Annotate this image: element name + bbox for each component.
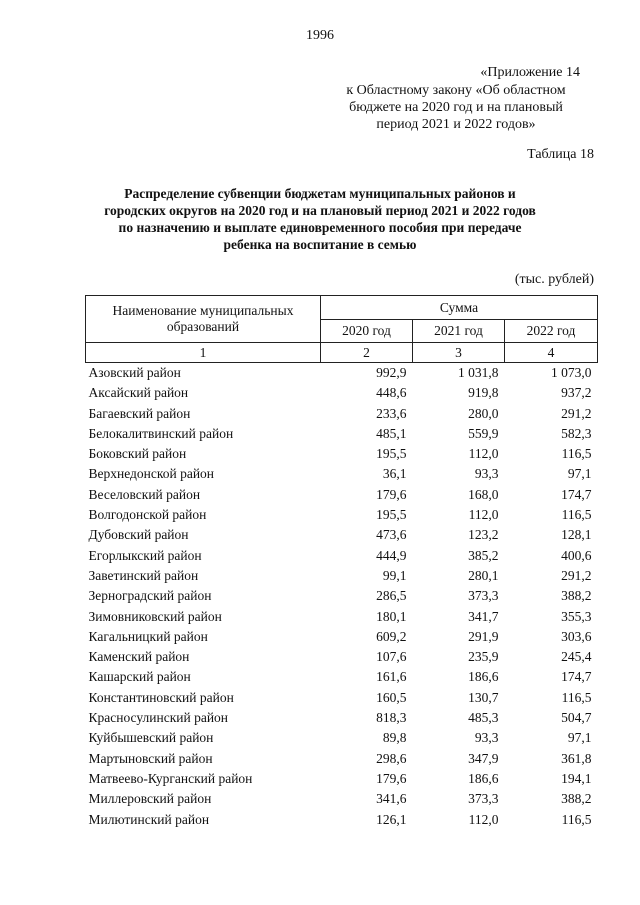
- municipality-name-cell: Белокалитвинский район: [88, 425, 234, 441]
- appendix-reference: [326, 82, 586, 133]
- table-row: [86, 789, 598, 809]
- table-row: [86, 505, 598, 525]
- value-2022-cell: 388,2: [561, 588, 592, 604]
- table-row: [86, 383, 598, 403]
- value-2022-cell: 97,1: [567, 730, 592, 746]
- document-title: [80, 185, 560, 253]
- value-2021-cell: 93,3: [474, 730, 499, 746]
- table-row: [86, 607, 598, 627]
- value-2021-cell: 130,7: [468, 689, 499, 705]
- value-2022-cell: 355,3: [561, 608, 592, 624]
- value-2021-cell: 235,9: [468, 649, 499, 665]
- table-row: [86, 485, 598, 505]
- table-row: [86, 749, 598, 769]
- municipality-name-cell: Константиновский район: [88, 689, 234, 705]
- municipality-name-cell: Каменский район: [88, 649, 190, 665]
- table-row: [86, 769, 598, 789]
- value-2020-cell: 444,9: [376, 547, 407, 563]
- header-year-2022: 2022 год: [505, 320, 598, 343]
- value-2020-cell: 179,6: [376, 770, 407, 786]
- value-2021-cell: 186,6: [468, 770, 499, 786]
- value-2020-cell: 89,8: [382, 730, 407, 746]
- value-2021-cell: 280,1: [468, 567, 499, 583]
- value-2022-cell: 245,4: [561, 649, 592, 665]
- table-row: [86, 688, 598, 708]
- value-2021-cell: 93,3: [474, 466, 499, 482]
- value-2021-cell: 485,3: [468, 710, 499, 726]
- subvention-table-container: [85, 295, 597, 830]
- municipality-name-cell: Заветинский район: [88, 567, 199, 583]
- municipality-name-cell: Зерноградский район: [88, 588, 212, 604]
- value-2020-cell: 818,3: [376, 710, 407, 726]
- appendix-line-3: бюджете на 2020 год и на плановый: [349, 100, 563, 115]
- value-2022-cell: 291,2: [561, 567, 592, 583]
- table-row: [86, 627, 598, 647]
- value-2021-cell: 373,3: [468, 588, 499, 604]
- appendix-header: [326, 64, 586, 133]
- value-2022-cell: 937,2: [561, 385, 592, 401]
- table-row: [86, 404, 598, 424]
- value-2020-cell: 448,6: [376, 385, 407, 401]
- value-2020-cell: 36,1: [382, 466, 407, 482]
- municipality-name-cell: Аксайский район: [88, 385, 189, 401]
- value-2020-cell: 195,5: [376, 507, 407, 523]
- value-2021-cell: 123,2: [468, 527, 499, 543]
- value-2020-cell: 195,5: [376, 446, 407, 462]
- table-row: [86, 566, 598, 586]
- municipality-name-cell: Красносулинский район: [88, 710, 229, 726]
- table-body: [86, 363, 598, 830]
- municipality-name-cell: Кагальницкий район: [88, 628, 208, 644]
- title-line-3: по назначению и выплате единовременного пособия при передаче: [118, 220, 522, 235]
- title-line-2: городских округов на 2020 год и на плановый период 2021 и 2022 годов: [104, 203, 536, 218]
- value-2020-cell: 99,1: [382, 567, 407, 583]
- table-row: [86, 586, 598, 606]
- value-2020-cell: 160,5: [376, 689, 407, 705]
- header-sum: Сумма: [321, 296, 598, 320]
- value-2020-cell: 485,1: [376, 425, 407, 441]
- value-2021-cell: 168,0: [468, 486, 499, 502]
- table-row: [86, 810, 598, 830]
- value-2022-cell: 116,5: [561, 689, 592, 705]
- value-2022-cell: 400,6: [561, 547, 592, 563]
- header-year-2020: 2020 год: [321, 320, 413, 343]
- header-year-2021: 2021 год: [413, 320, 505, 343]
- municipality-name-cell: Мартыновский район: [88, 750, 213, 766]
- table-row: [86, 667, 598, 687]
- value-2021-cell: 919,8: [468, 385, 499, 401]
- municipality-name-cell: Дубовский район: [88, 527, 189, 543]
- value-2021-cell: 112,0: [468, 811, 499, 827]
- value-2020-cell: 609,2: [376, 628, 407, 644]
- value-2022-cell: 1 073,0: [551, 365, 592, 380]
- value-2020-cell: 180,1: [376, 608, 407, 624]
- value-2020-cell: 179,6: [376, 486, 407, 502]
- table-row: [86, 444, 598, 464]
- value-2022-cell: 361,8: [561, 750, 592, 766]
- value-2020-cell: 992,9: [376, 365, 407, 380]
- column-index-2: 2: [321, 343, 413, 363]
- value-2021-cell: 291,9: [468, 628, 499, 644]
- municipality-name-cell: Егорлыкский район: [88, 547, 202, 563]
- table-row: [86, 708, 598, 728]
- table-label: Таблица 18: [527, 147, 594, 162]
- value-2022-cell: 116,5: [561, 811, 592, 827]
- table-row: [86, 525, 598, 545]
- municipality-name-cell: Миллеровский район: [88, 791, 212, 807]
- value-2021-cell: 385,2: [468, 547, 499, 563]
- header-municipality-name: Наименование муниципальных образований: [86, 296, 321, 343]
- value-2021-cell: 347,9: [468, 750, 499, 766]
- value-2022-cell: 303,6: [561, 628, 592, 644]
- page-number: 1996: [306, 28, 334, 43]
- municipality-name-cell: Зимовниковский район: [88, 608, 222, 624]
- value-2020-cell: 298,6: [376, 750, 407, 766]
- value-2020-cell: 233,6: [376, 405, 407, 421]
- table-row: [86, 647, 598, 667]
- value-2022-cell: 97,1: [567, 466, 592, 482]
- municipality-name-cell: Милютинский район: [88, 811, 210, 827]
- appendix-line-4: период 2021 и 2022 годов»: [376, 117, 536, 132]
- value-2020-cell: 161,6: [376, 669, 407, 685]
- table-row: [86, 464, 598, 484]
- value-2022-cell: 291,2: [561, 405, 592, 421]
- value-2021-cell: 373,3: [468, 791, 499, 807]
- table-row: [86, 363, 598, 384]
- municipality-name-cell: Боковский район: [88, 446, 187, 462]
- value-2022-cell: 504,7: [561, 710, 592, 726]
- appendix-line-2: к Областному закону «Об областном: [346, 83, 566, 98]
- municipality-name-cell: Куйбышевский район: [88, 730, 214, 746]
- value-2021-cell: 1 031,8: [458, 365, 499, 380]
- title-line-1: Распределение субвенции бюджетам муниципальных районов и: [124, 186, 516, 201]
- value-2022-cell: 194,1: [561, 770, 592, 786]
- value-2020-cell: 286,5: [376, 588, 407, 604]
- municipality-name-cell: Кашарский район: [88, 669, 191, 685]
- municipality-name-cell: Веселовский район: [88, 486, 201, 502]
- municipality-name-cell: Волгодонской район: [88, 507, 207, 523]
- value-2022-cell: 174,7: [561, 669, 592, 685]
- value-2022-cell: 128,1: [561, 527, 592, 543]
- municipality-name-cell: Матвеево-Курганский район: [88, 770, 253, 786]
- title-line-4: ребенка на воспитание в семью: [223, 237, 417, 252]
- value-2021-cell: 341,7: [468, 608, 499, 624]
- value-2021-cell: 186,6: [468, 669, 499, 685]
- municipality-name-cell: Багаевский район: [88, 405, 191, 421]
- value-2021-cell: 280,0: [468, 405, 499, 421]
- units-label: (тыс. рублей): [514, 272, 594, 287]
- municipality-name-cell: Верхнедонской район: [88, 466, 215, 482]
- value-2021-cell: 112,0: [468, 507, 499, 523]
- value-2020-cell: 126,1: [376, 811, 407, 827]
- table-row: [86, 546, 598, 566]
- value-2022-cell: 116,5: [561, 507, 592, 523]
- appendix-line-1: «Приложение 14: [480, 65, 580, 80]
- value-2022-cell: 116,5: [561, 446, 592, 462]
- table-row: [86, 728, 598, 748]
- column-index-1: 1: [86, 343, 321, 363]
- value-2021-cell: 112,0: [468, 446, 499, 462]
- value-2022-cell: 388,2: [561, 791, 592, 807]
- value-2021-cell: 559,9: [468, 425, 499, 441]
- value-2022-cell: 174,7: [561, 486, 592, 502]
- subvention-table: [85, 295, 598, 830]
- value-2022-cell: 582,3: [561, 425, 592, 441]
- column-index-3: 3: [413, 343, 505, 363]
- value-2020-cell: 341,6: [376, 791, 407, 807]
- value-2020-cell: 107,6: [376, 649, 407, 665]
- column-index-4: 4: [505, 343, 598, 363]
- municipality-name-cell: Азовский район: [88, 365, 181, 380]
- value-2020-cell: 473,6: [376, 527, 407, 543]
- table-row: [86, 424, 598, 444]
